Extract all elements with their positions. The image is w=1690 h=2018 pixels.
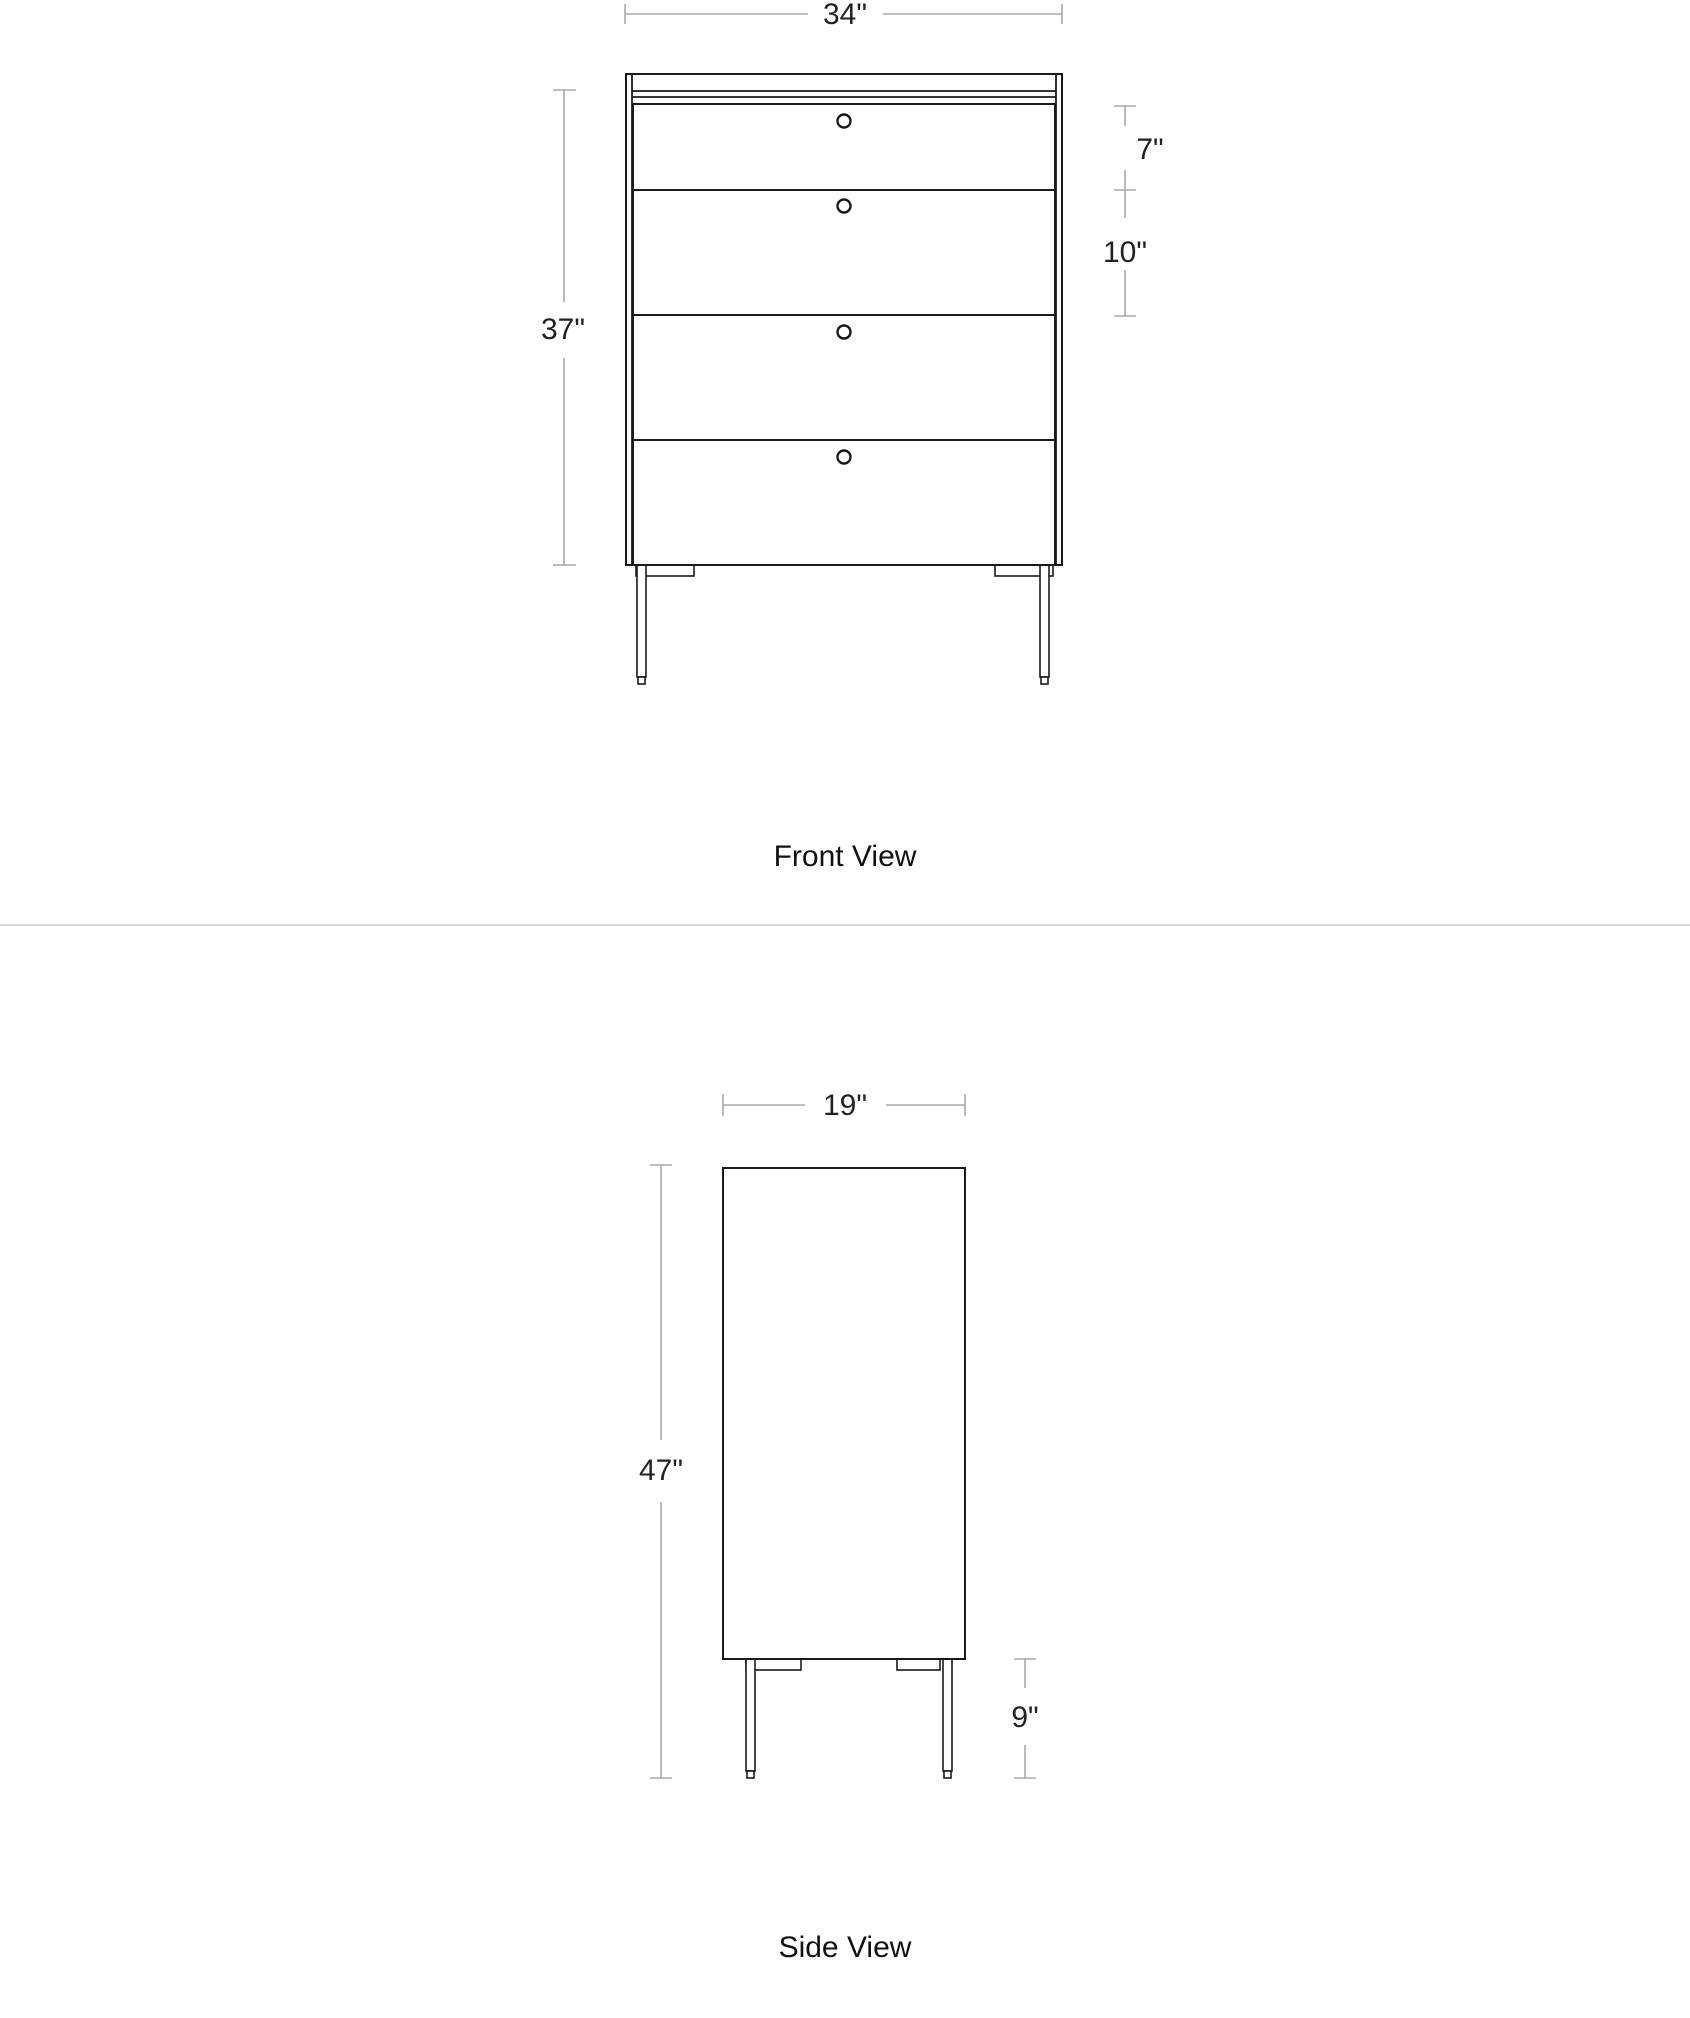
drawer-height-label: 10": [1102, 236, 1148, 269]
front-width-dimension: [625, 0, 1062, 31]
side-depth-label: 19": [822, 1089, 868, 1122]
side-height-dimension: [639, 1165, 683, 1778]
top-drawer-height-label: 7": [1136, 133, 1164, 166]
drawer-3-knob: [838, 326, 851, 339]
drawer-1-knob: [838, 115, 851, 128]
front-width-label: 34": [822, 0, 868, 31]
side-leg-dimension: [1011, 1659, 1038, 1778]
drawer-4-knob: [838, 451, 851, 464]
side-left-leg: [746, 1659, 755, 1771]
front-view: [541, 0, 1164, 873]
front-right-leg: [1040, 565, 1049, 677]
side-right-leg: [943, 1659, 952, 1771]
drawer-2-knob: [838, 200, 851, 213]
side-legs: [746, 1659, 952, 1778]
side-right-bracket: [897, 1659, 940, 1670]
side-depth-dimension: [723, 1089, 965, 1122]
front-height-label: 37": [540, 313, 586, 346]
side-view-caption: Side View: [778, 1931, 912, 1964]
front-height-dimension: [541, 90, 585, 565]
side-leg-label: 9": [1011, 1701, 1039, 1734]
front-drawer-dimensions: [1103, 106, 1164, 316]
front-view-caption: Front View: [773, 840, 917, 873]
side-view: [639, 1089, 1039, 1964]
front-left-leg: [637, 565, 646, 677]
side-height-label: 47": [638, 1454, 684, 1487]
front-legs: [636, 565, 1053, 684]
side-cabinet-outline: [723, 1168, 965, 1659]
front-drawers: [633, 104, 1055, 565]
